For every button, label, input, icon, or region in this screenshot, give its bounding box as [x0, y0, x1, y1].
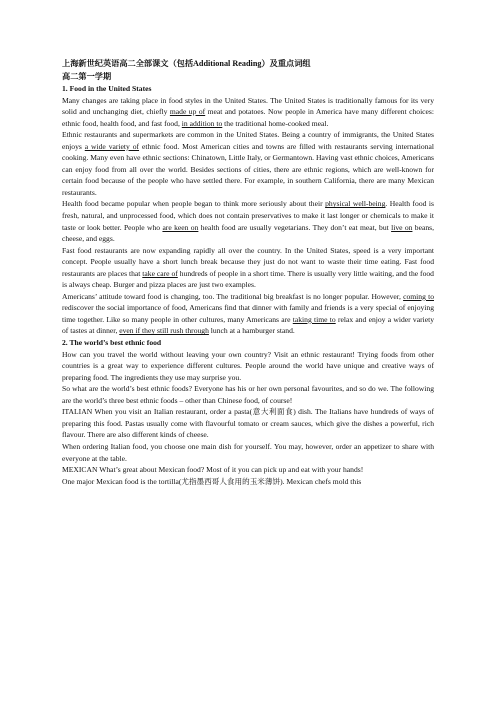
section	[62, 83, 434, 337]
paragraph	[62, 441, 434, 464]
paragraph	[62, 129, 434, 198]
text-run: the traditional home-cooked meal.	[222, 118, 329, 128]
key-phrase: coming to	[403, 291, 434, 301]
text-run: How can you travel the world without leaving your own country? Visit an ethnic restaurant! Trying foods from other countries is a great way to experience different cultures. People around the world have unique and creative ways of preparing food. The ingredients they use may surprise you.	[62, 349, 434, 382]
paragraph	[62, 383, 434, 406]
text-run: meat and potatoes. Now people in America have many different choices: ethnic food, health food, and fast food,	[62, 107, 434, 128]
section	[62, 337, 434, 487]
key-phrase: a wide variety of	[84, 141, 140, 151]
document-page	[62, 58, 434, 487]
text-run: rediscover the social importance of food, Americans find that dinner with family and friends is a very special of enjoying time together. Like so many people in other cultures, many Americans are	[62, 303, 434, 324]
paragraph	[62, 464, 434, 476]
paragraph	[62, 198, 434, 244]
paragraph	[62, 95, 434, 130]
text-run: hundreds of people in a short time. There is usually very little waiting, and the food is always cheap. Burger and pizza places are just two examples.	[62, 268, 434, 290]
text-run: lunch at a hamburger stand.	[208, 326, 295, 336]
paragraph	[62, 291, 434, 337]
text-run: Many changes are taking place in food styles in the United States. The United States is traditionally famous for its very solid and unchanging diet, chiefly	[62, 95, 434, 117]
document-title: 上海新世纪英语高二全部课文（包括Additional Reading）及重点词组	[62, 59, 311, 68]
text-run: health food are usually vegetarians. They don’t eat meat, but	[198, 222, 392, 232]
key-phrase: are keen on	[162, 222, 199, 232]
key-phrase: live on	[391, 222, 413, 232]
key-phrase: made up of	[169, 107, 206, 117]
semester-subtitle: 高二第一学期	[62, 72, 112, 81]
document-body	[62, 83, 434, 487]
text-run: When ordering Italian food, you choose one main dish for yourself. You may, however, order an appetizer to share with everyone at the table.	[62, 441, 434, 463]
text-run: Ethnic restaurants and supermarkets are common in the United States. Being a country of immigrants, the United States enjoys	[62, 130, 434, 151]
key-phrase: taking time to	[292, 314, 336, 324]
text-run: So what are the world’s best ethnic foods? Everyone has his or her own personal favourites, and so do we. The following are the world’s three best ethnic foods – other than Chinese food, of course!	[62, 384, 434, 405]
text-run: Fast food restaurants are now expanding rapidly all over the country. In the United States, speed is a very important concept. People usually have a short lunch break because they just do not want to waste their time eating. Fast food restaurants are places that	[62, 245, 434, 278]
text-run: One major Mexican food is the tortilla(尤指墨西哥人食用的玉米薄饼). Mexican chefs mold this	[62, 476, 362, 486]
text-run: relax and enjoy a wider variety of tastes at dinner,	[62, 314, 434, 336]
section-heading: 2. The world’s best ethnic food	[62, 338, 162, 348]
text-run: MEXICAN What’s great about Mexican food? Most of it you can pick up and eat with your hands!	[62, 465, 364, 475]
paragraph	[62, 349, 434, 384]
text-run: ethnic food. Most American cities and towns are filled with restaurants serving international cooking. Many even have ethnic sections: Chinatown, Little Italy, or Germantown. Having vast ethnic choices, Americans can enjoy food from all over the world. Besides sections of cities, there are ethnic regions, which are well-known for certain food because of the people who have settled there. For example, in southern California, there are many Mexican restaurants.	[62, 141, 434, 197]
key-phrase: physical well-being	[325, 199, 386, 209]
text-run: Health food became popular when people began to think more seriously about their	[62, 199, 326, 209]
text-run: . Health food is fresh, natural, and unprocessed food, which does not contain preservatives to make it last longer or chemicals to make it taste or look better. People who	[62, 199, 434, 232]
text-run: beans, cheese, and eggs.	[62, 222, 434, 244]
paragraph	[62, 406, 434, 441]
key-phrase: in addition to	[181, 118, 223, 128]
paragraph	[62, 476, 434, 488]
text-run: Americans’ attitude toward food is changing, too. The traditional big breakfast is no longer popular. However,	[62, 291, 404, 301]
text-run: ITALIAN When you visit an Italian restaurant, order a pasta(意大利面食) dish. The Italians have hundreds of ways of preparing this food. Pastas usually come with flavourful tomato or cream sauces, which give the dishes a powerful, rich flavour. There are also different kinds of cheese.	[62, 407, 434, 440]
section-heading: 1. Food in the United States	[62, 84, 152, 93]
paragraph	[62, 245, 434, 291]
key-phrase: take care of	[142, 268, 178, 278]
key-phrase: even if they still rush through	[119, 326, 209, 336]
